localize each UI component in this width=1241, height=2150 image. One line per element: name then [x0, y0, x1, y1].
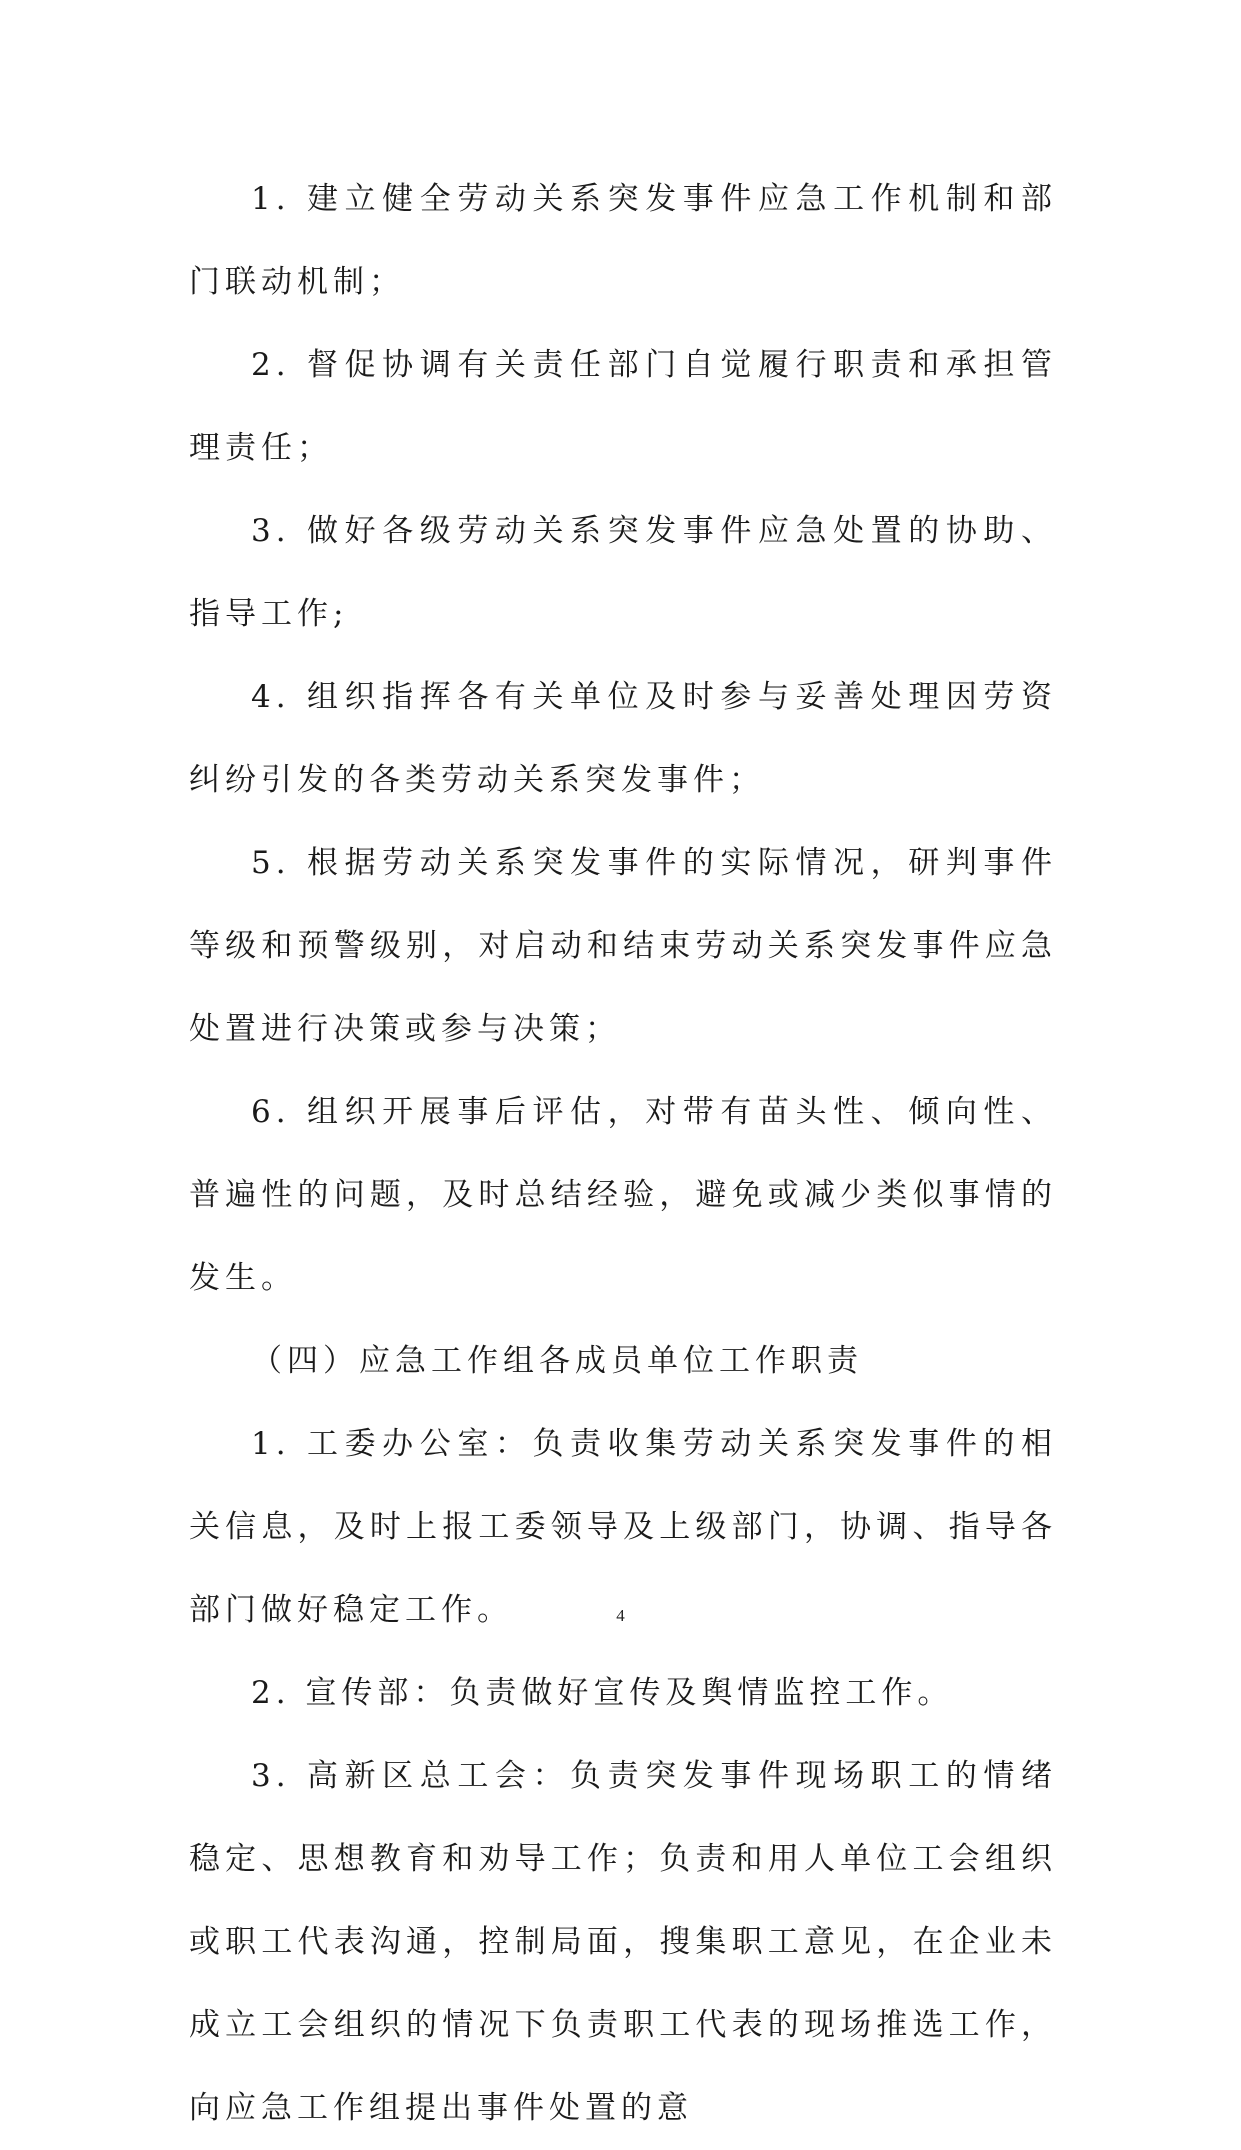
paragraph-item-2: 2. 督促协调有关责任部门自觉履行职责和承担管理责任；	[189, 347, 1057, 466]
duty-item-publicity: 2. 宣传部：负责做好宣传及舆情监控工作。	[251, 1675, 954, 1711]
document-body	[189, 158, 1057, 2150]
section-heading: （四）应急工作组各成员单位工作职责	[251, 1343, 863, 1379]
page-number: 4	[616, 1606, 625, 1625]
paragraph-item-6: 6. 组织开展事后评估，对带有苗头性、倾向性、普遍性的问题，及时总结经验，避免或减少类似事情的发生。	[189, 1094, 1057, 1296]
paragraph-item-5: 5. 根据劳动关系突发事件的实际情况，研判事件等级和预警级别，对启动和结束劳动关系突发事件应急处置进行决策或参与决策；	[189, 845, 1057, 1047]
paragraph-item-4: 4. 组织指挥各有关单位及时参与妥善处理因劳资纠纷引发的各类劳动关系突发事件；	[189, 679, 1057, 798]
paragraph-item-1: 1. 建立健全劳动关系突发事件应急工作机制和部门联动机制；	[189, 181, 1057, 300]
paragraph-item-3: 3. 做好各级劳动关系突发事件应急处置的协助、指导工作;	[189, 513, 1057, 632]
duty-item-office: 1. 工委办公室：负责收集劳动关系突发事件的相关信息，及时上报工委领导及上级部门，协调、指导各部门做好稳定工作。	[189, 1426, 1057, 1628]
duty-item-union: 3. 高新区总工会：负责突发事件现场职工的情绪稳定、思想教育和劝导工作；负责和用人单位工会组织或职工代表沟通，控制局面，搜集职工意见，在企业未成立工会组织的情况下负责职工代表的现场推选工作，向应急工作组提出事件处置的意	[189, 1758, 1057, 2126]
